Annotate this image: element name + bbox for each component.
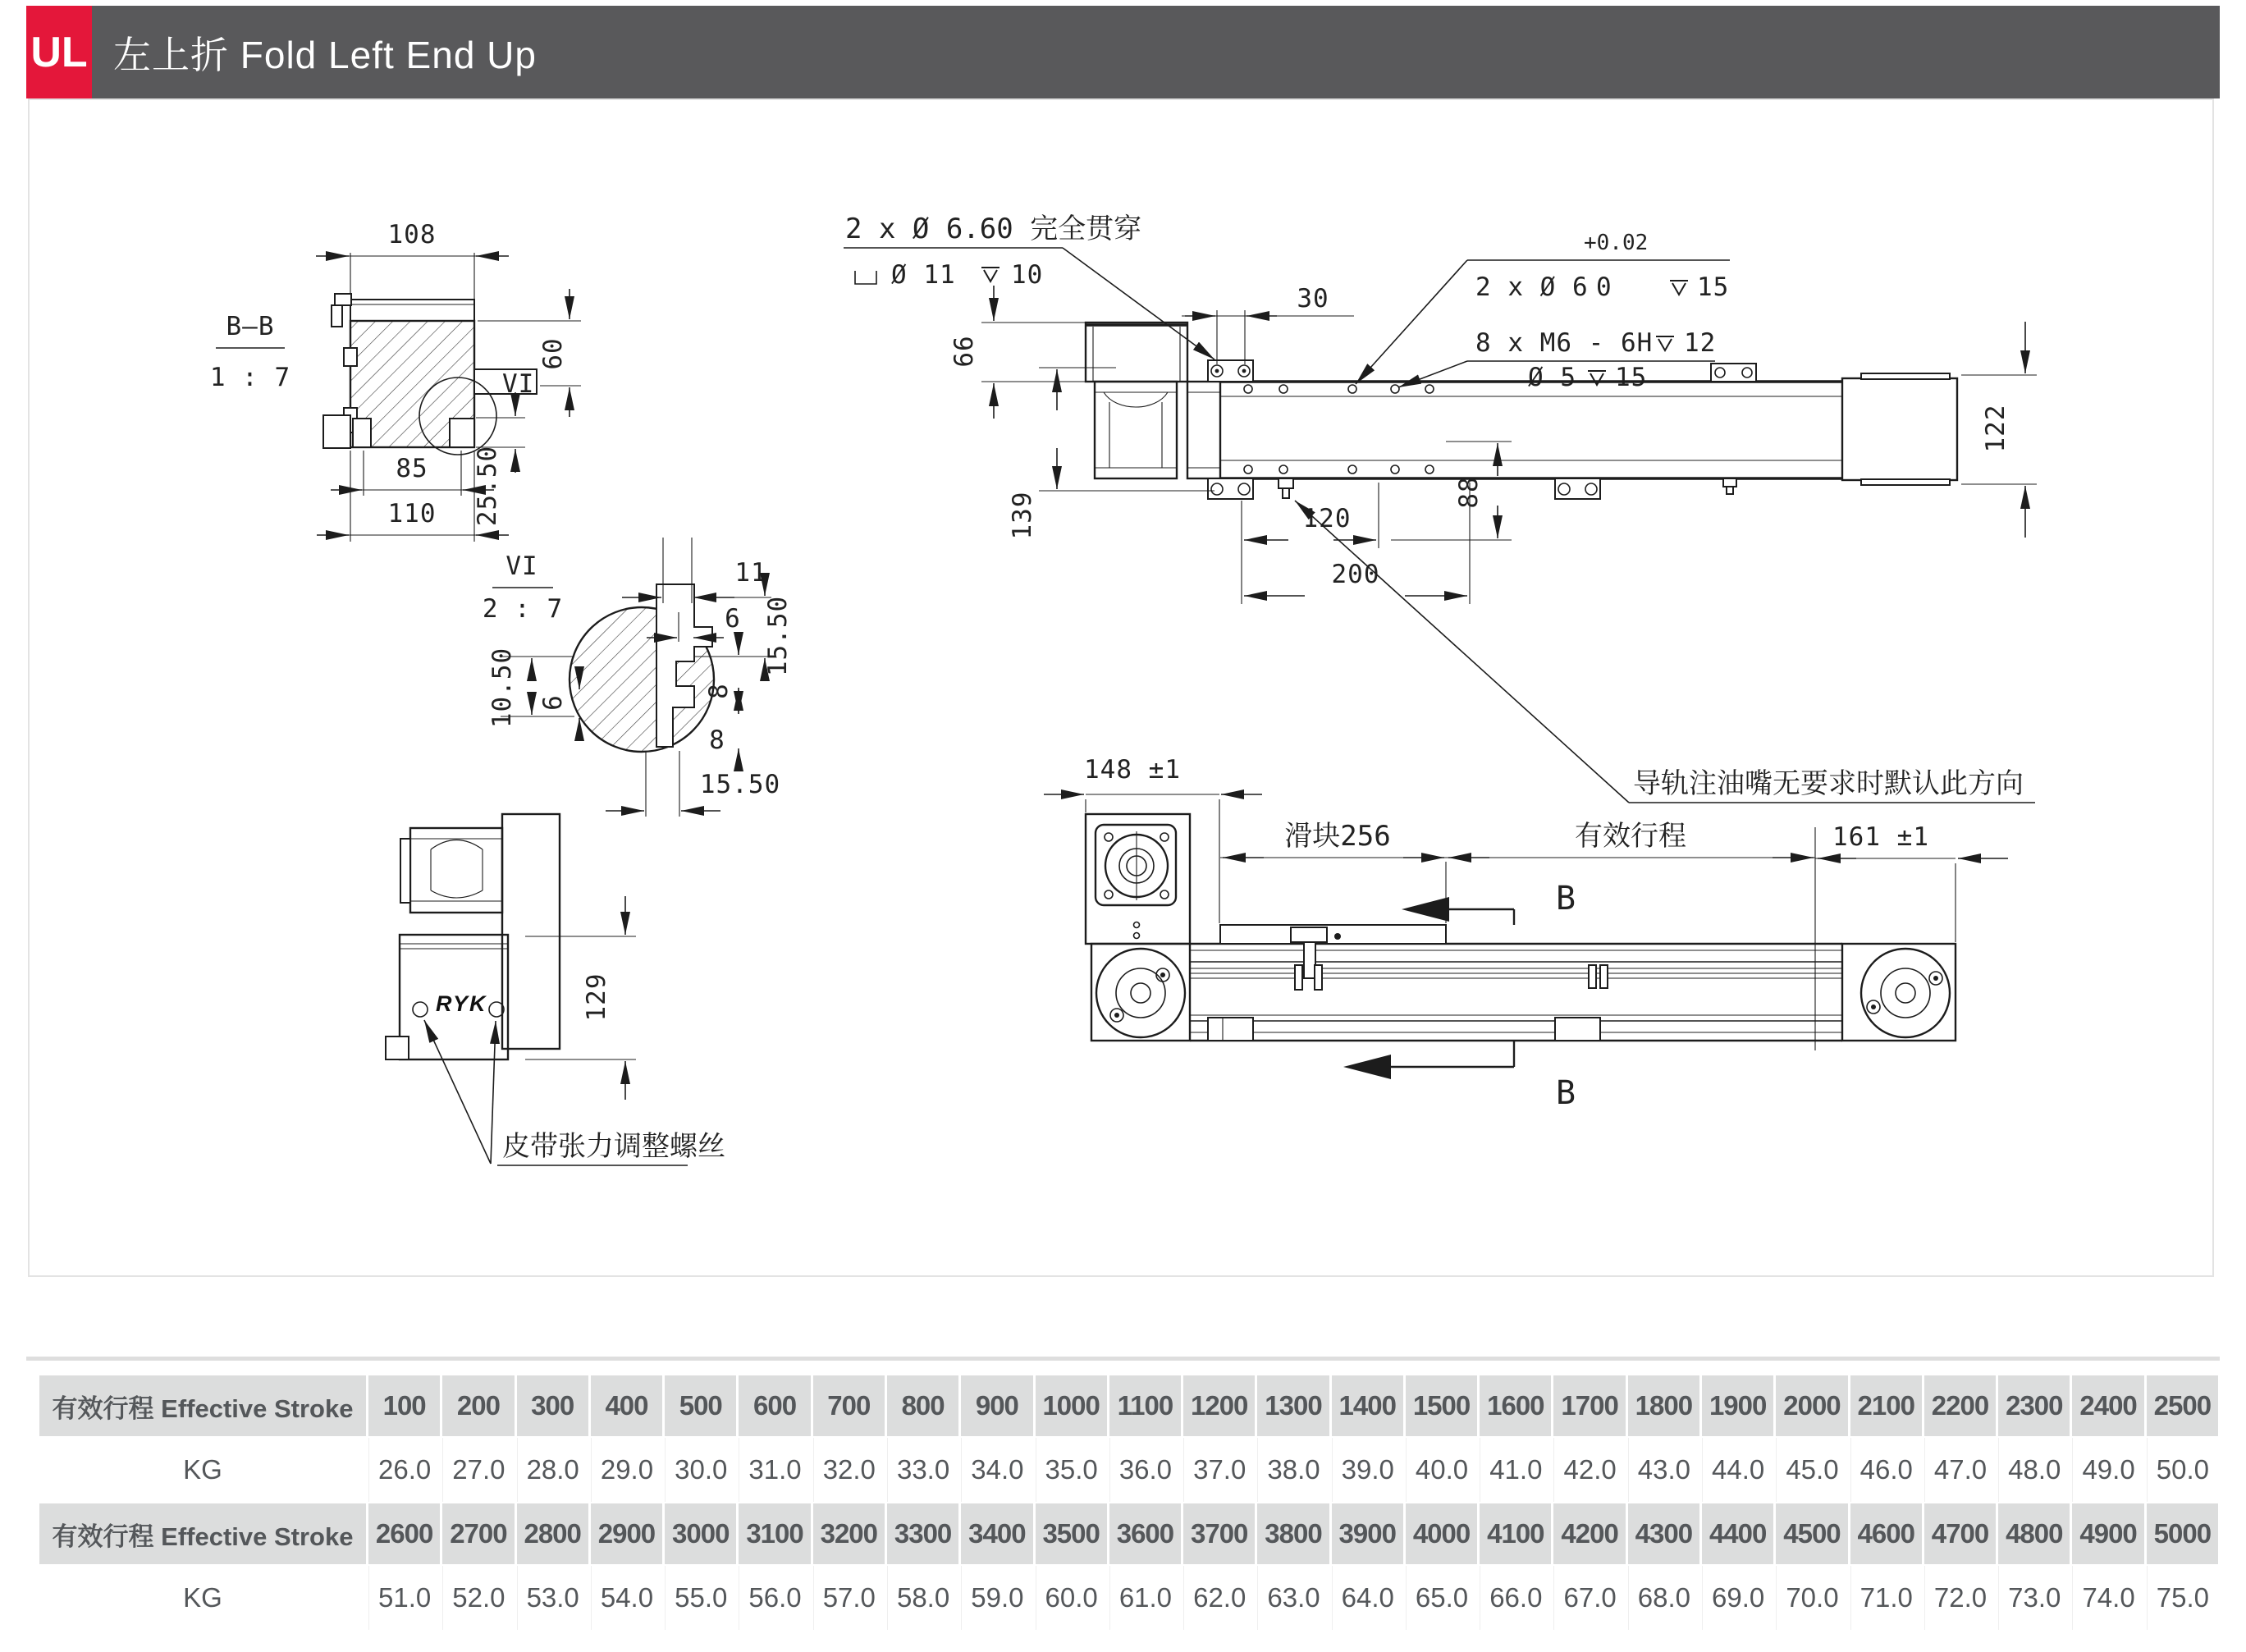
table-cell: 1800 [1628, 1375, 1699, 1436]
plan-view [1044, 755, 2008, 1112]
table-cell: 45.0 [1776, 1438, 1847, 1502]
table-cell: 4900 [2072, 1503, 2143, 1564]
table-cell: 31.0 [739, 1438, 810, 1502]
table-cell: 3100 [739, 1503, 810, 1564]
table-cell: 4100 [1480, 1503, 1551, 1564]
front-elevation-view [844, 213, 2037, 803]
table-cell: 40.0 [1406, 1438, 1477, 1502]
table-cell: 37.0 [1183, 1438, 1255, 1502]
table-cell: 4400 [1702, 1503, 1773, 1564]
table-cell: 4700 [1924, 1503, 1996, 1564]
table-cell: 1600 [1480, 1375, 1551, 1436]
table-cell: 300 [517, 1375, 588, 1436]
stroke-load-table [39, 1375, 2218, 1631]
table-cell: 3200 [813, 1503, 885, 1564]
table-cell: 1000 [1036, 1375, 1107, 1436]
table-cell: 500 [665, 1375, 736, 1436]
bb-scale: 1 : 7 [209, 363, 291, 392]
table-cell: 67.0 [1553, 1566, 1625, 1630]
bb-dim-85: 85 [396, 454, 428, 483]
page-title: 左上折 Fold Left End Up [113, 33, 537, 76]
front-dim-200: 200 [1331, 560, 1380, 589]
table-cell: 73.0 [1998, 1566, 2070, 1630]
table-cell: 58.0 [887, 1566, 958, 1630]
table-cell: 3800 [1257, 1503, 1329, 1564]
table-cell: 4800 [1998, 1503, 2070, 1564]
rail-grease-note: 导轨注油嘴无要求时默认此方向 [1633, 767, 2024, 800]
table-cell: 42.0 [1553, 1438, 1625, 1502]
table-cell: 52.0 [442, 1566, 514, 1630]
table-cell: 4000 [1406, 1503, 1477, 1564]
table-cell: 26.0 [368, 1438, 440, 1502]
vi-dim-8-bottom: 8 [709, 725, 725, 755]
callout-m6-depth: 12 [1684, 328, 1717, 358]
table-cell: 74.0 [2072, 1566, 2143, 1630]
motor-side-view [386, 814, 725, 1165]
table-kg-label: KG [39, 1566, 366, 1630]
table-cell: 3700 [1183, 1503, 1255, 1564]
front-dim-120: 120 [1302, 504, 1352, 533]
table-cell: 75.0 [2147, 1566, 2218, 1630]
table-cell: 39.0 [1332, 1438, 1403, 1502]
table-cell: 3300 [887, 1503, 958, 1564]
callout-pilot-depth: 15 [1615, 363, 1648, 392]
vi-dim-1550-right: 15.50 [763, 595, 793, 677]
table-cell: 900 [961, 1375, 1032, 1436]
table-cell: 3600 [1109, 1503, 1181, 1564]
table-cell: 3900 [1332, 1503, 1403, 1564]
plan-dim-148: 148 ±1 [1084, 755, 1181, 785]
table-cell: 29.0 [591, 1438, 662, 1502]
table-cell: 2500 [2147, 1375, 2218, 1436]
table-cell: 2600 [368, 1503, 440, 1564]
table-cell: 2000 [1776, 1375, 1847, 1436]
table-cell: 55.0 [665, 1566, 736, 1630]
table-row-stroke-1 [39, 1375, 2218, 1436]
table-row-label: 有效行程 Effective Stroke [39, 1503, 366, 1564]
table-cell: 57.0 [813, 1566, 885, 1630]
vi-dim-6-left: 6 [538, 694, 568, 711]
table-cell: 2700 [442, 1503, 514, 1564]
section-view-bb [210, 220, 581, 542]
table-cell: 4200 [1553, 1503, 1625, 1564]
front-dim-66: 66 [949, 335, 979, 368]
callout-dowel-tol: +0.02 [1584, 231, 1649, 255]
callout-pilot-dia: Ø 5 [1528, 363, 1576, 392]
table-cell: 400 [591, 1375, 662, 1436]
table-cell: 38.0 [1257, 1438, 1329, 1502]
table-cell: 3400 [961, 1503, 1032, 1564]
brand-logo: RYK [436, 991, 487, 1016]
vi-dim-1050: 10.50 [487, 647, 517, 729]
callout-counterbore-depth: 10 [1011, 260, 1044, 290]
table-cell: 68.0 [1628, 1566, 1699, 1630]
table-cell: 100 [368, 1375, 440, 1436]
table-cell: 34.0 [961, 1438, 1032, 1502]
vi-dim-11: 11 [734, 558, 767, 588]
bb-vi-ref: VI [502, 369, 535, 399]
table-cell: 2800 [517, 1503, 588, 1564]
table-cell: 66.0 [1480, 1566, 1551, 1630]
table-row-stroke-2 [39, 1503, 2218, 1564]
table-cell: 48.0 [1998, 1438, 2070, 1502]
table-cell: 70.0 [1776, 1566, 1847, 1630]
table-cell: 1100 [1109, 1375, 1181, 1436]
table-cell: 59.0 [961, 1566, 1032, 1630]
bb-dim-2550: 25.50 [473, 445, 502, 527]
table-cell: 700 [813, 1375, 885, 1436]
section-b-lower: B [1555, 1074, 1576, 1112]
plan-dim-stroke: 有效行程 [1575, 820, 1686, 853]
bb-dim-108: 108 [387, 220, 437, 249]
table-cell: 69.0 [1702, 1566, 1773, 1630]
table-cell: 33.0 [887, 1438, 958, 1502]
table-cell: 49.0 [2072, 1438, 2143, 1502]
table-cell: 41.0 [1480, 1438, 1551, 1502]
vi-scale: 2 : 7 [482, 594, 564, 624]
table-cell: 200 [442, 1375, 514, 1436]
table-row-kg-2 [39, 1566, 2218, 1630]
table-cell: 64.0 [1332, 1566, 1403, 1630]
table-cell: 56.0 [739, 1566, 810, 1630]
table-cell: 2200 [1924, 1375, 1996, 1436]
front-dim-139: 139 [1008, 491, 1037, 540]
table-cell: 30.0 [665, 1438, 736, 1502]
table-cell: 2300 [1998, 1375, 2070, 1436]
vi-dim-1550-bottom: 15.50 [699, 770, 781, 799]
table-cell: 44.0 [1702, 1438, 1773, 1502]
vi-dim-6-top: 6 [725, 604, 741, 634]
detail-view-vi [483, 538, 793, 817]
table-cell: 4300 [1628, 1503, 1699, 1564]
table-cell: 35.0 [1036, 1438, 1107, 1502]
table-cell: 800 [887, 1375, 958, 1436]
table-cell: 5000 [2147, 1503, 2218, 1564]
front-dim-30: 30 [1297, 284, 1329, 313]
table-cell: 36.0 [1109, 1438, 1181, 1502]
table-cell: 600 [739, 1375, 810, 1436]
callout-dowel-main: 2 x Ø 6 [1475, 272, 1589, 302]
table-cell: 71.0 [1850, 1566, 1922, 1630]
table-cell: 54.0 [591, 1566, 662, 1630]
table-cell: 2900 [591, 1503, 662, 1564]
belt-tension-note: 皮带张力调整螺丝 [502, 1130, 725, 1163]
table-cell: 3500 [1036, 1503, 1107, 1564]
table-cell: 2100 [1850, 1375, 1922, 1436]
table-cell: 4500 [1776, 1503, 1847, 1564]
table-cell: 1300 [1257, 1375, 1329, 1436]
callout-dowel-low: 0 [1596, 272, 1612, 302]
table-row-label: 有效行程 Effective Stroke [39, 1375, 366, 1436]
bb-label: B—B [226, 312, 275, 341]
callout-counterbore-line1: 2 x Ø 6.60 完全贯穿 [845, 213, 1142, 245]
table-cell: 60.0 [1036, 1566, 1107, 1630]
table-cell: 43.0 [1628, 1438, 1699, 1502]
front-dim-88: 88 [1454, 476, 1484, 509]
table-cell: 62.0 [1183, 1566, 1255, 1630]
table-cell: 32.0 [813, 1438, 885, 1502]
table-cell: 72.0 [1924, 1566, 1996, 1630]
table-cell: 46.0 [1850, 1438, 1922, 1502]
table-cell: 4600 [1850, 1503, 1922, 1564]
table-cell: 47.0 [1924, 1438, 1996, 1502]
callout-counterbore-dia: Ø 11 [891, 260, 956, 290]
plan-dim-slider: 滑块256 [1284, 820, 1391, 853]
bb-dim-110: 110 [387, 499, 437, 529]
section-b-upper: B [1555, 880, 1576, 918]
callout-m6-main: 8 x M6 - 6H [1475, 328, 1654, 358]
table-cell: 1200 [1183, 1375, 1255, 1436]
table-cell: 51.0 [368, 1566, 440, 1630]
table-cell: 1400 [1332, 1375, 1403, 1436]
table-cell: 2400 [2072, 1375, 2143, 1436]
bb-dim-60: 60 [538, 337, 568, 370]
table-row-kg-1 [39, 1438, 2218, 1502]
table-cell: 1700 [1553, 1375, 1625, 1436]
table-cell: 53.0 [517, 1566, 588, 1630]
front-dim-122: 122 [1981, 404, 2010, 453]
table-cell: 28.0 [517, 1438, 588, 1502]
callout-dowel-depth: 15 [1697, 272, 1730, 302]
table-cell: 27.0 [442, 1438, 514, 1502]
plan-dim-161: 161 ±1 [1832, 822, 1929, 852]
table-kg-label: KG [39, 1438, 366, 1502]
model-badge: UL [26, 6, 92, 98]
table-cell: 1900 [1702, 1375, 1773, 1436]
table-cell: 63.0 [1257, 1566, 1329, 1630]
table-cell: 1500 [1406, 1375, 1477, 1436]
table-cell: 50.0 [2147, 1438, 2218, 1502]
motor-dim-129: 129 [582, 972, 611, 1022]
table-cell: 3000 [665, 1503, 736, 1564]
vi-dim-8-right: 8 [704, 683, 734, 699]
vi-label: VI [505, 551, 538, 581]
table-cell: 61.0 [1109, 1566, 1181, 1630]
table-cell: 65.0 [1406, 1566, 1477, 1630]
